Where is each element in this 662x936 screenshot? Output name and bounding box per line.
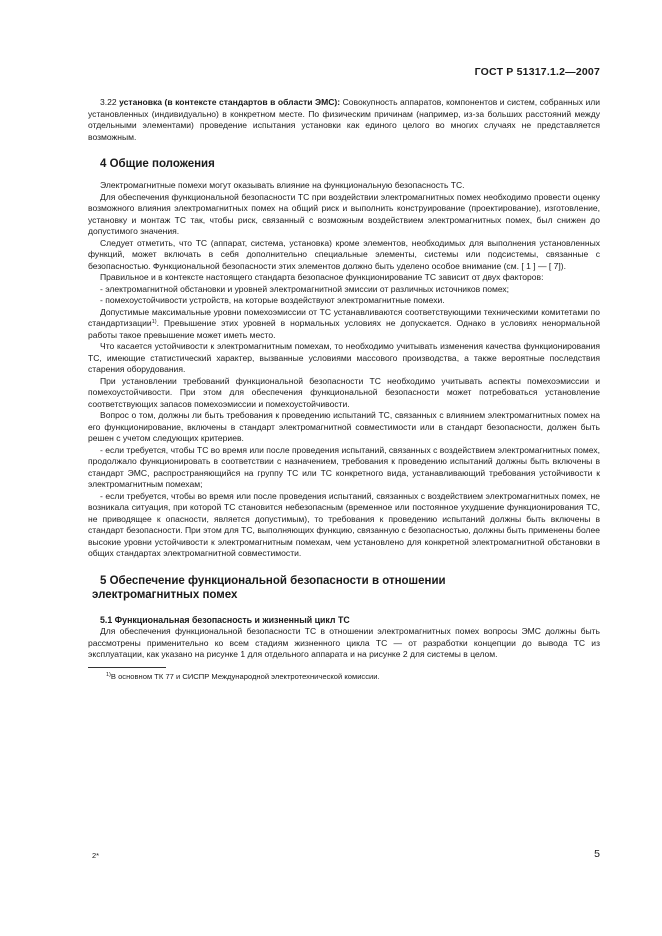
heading-line: электромагнитных помех [92,589,238,601]
list-item: - помехоустойчивости устройств, на которые воздействуют электромагнитные помехи. [100,295,445,305]
section-4-paragraph: Вопрос о том, должны ли быть требования к проведению испытаний ТС, связанных с влиянием электромагнитных помех на его функционирование, включены в стандарт электромагнитной совместимости или в стандарт безопасности, должен быть решен с учетом следующих критериев. [88,410,600,443]
paragraph-text: . Превышение этих уровней в нормальных условиях не допускается. Однако в условиях ненормальной работы такое превышение может иметь место. [88,318,600,340]
footnote-reference: 1) [151,319,157,325]
section-4-heading: 4 Общие положения [100,158,215,170]
heading-line: 5 Обеспечение функциональной безопасности в отношении [100,574,446,587]
footnote-text: В основном ТК 77 и СИСПР Международной электротехнической комиссии. [110,671,380,681]
section-5-paragraph: Для обеспечения функциональной безопасности ТС в отношении электромагнитных помех вопросы ЭМС должны быть рассмотрены применительно ко всем стадиям жизненного цикла ТС — от разработки концепции до вывода ТС из эксплуатации, как указано на рисунке 1 для отдельного аппарата и на рисунке 2 для системы в целом. [88,626,600,659]
running-header: ГОСТ Р 51317.1.2—2007 [474,66,600,78]
section-4-paragraph: Следует отметить, что ТС (аппарат, система, установка) кроме элементов, необходимых для выполнения установленных функций, может включать в себя дополнительно специальные элементы, системы или подсистемы, связанные с безопасностью. Функциональной безопасности этих элементов должно быть уделено особое внимание (см. [ 1 ] — [ 7]). [88,237,600,271]
page-number: 5 [594,848,600,860]
section-4-paragraph: Правильное и в контексте настоящего стандарта безопасное функционирование ТС зависит от двух факторов: [100,272,544,282]
section-4-paragraph: Электромагнитные помехи могут оказывать влияние на функциональную безопасность ТС. [100,180,465,190]
definition-3-22 [88,97,600,143]
section-4-paragraph: Для обеспечения функциональной безопасности ТС при воздействии электромагнитных помех необходимо провести оценку возможного влияния электромагнитных помех на общий риск и выполнить конструирование (проектирование), изготовление, установку и монтаж ТС так, чтобы риск, связанный с возможным воздействием электромагнитных помех, был снижен до допустимого значения. [88,191,600,236]
footnote-divider [88,667,166,668]
definition-term: установка (в контексте стандартов в области ЭМС): [119,97,341,107]
footnote [88,672,600,682]
paragraph-text: Допустимые максимальные уровни помехоэмиссии от ТС устанавливаются соответствующими техническими комитетами по стандартизации [88,306,600,328]
list-item: - если требуется, чтобы во время или после проведения испытаний, связанных с воздействием электромагнитных помех, не возникала ситуация, при которой ТС становится небезопасным (временное или постоянное ухудшение функционирования ТС, не приводящее к опасности, является допустимым), то требования к проведению испытаний должны быть включены в стандарт безопасности. При этом для ТС, выполняющих функцию, связанную с безопасностью, должны быть применены более высокие уровни устойчивости к электромагнитным помехам, чем установлено для конкретной электромагнитной обстановки в общих стандартах электромагнитной совместимости. [88,490,600,558]
section-4-paragraph: Что касается устойчивости к электромагнитным помехам, то необходимо учитывать изменения качества функционирования ТС, имеющие статистический характер, вызванные условиями массового производства, а также вероятные последствия старения оборудования. [88,341,600,374]
section-5-heading [88,574,600,603]
footnote-mark: 1) [106,671,111,678]
list-item: - если требуется, чтобы ТС во время или после проведения испытаний, связанных с воздействием электромагнитных помех, продолжало функционировать в соответствии с назначением, требования к проведению испытаний должны быть включены в стандарт ЭМС, распространяющийся на группу ТС или ТС конкретного вида, устанавливающий требования устойчивости к электромагнитным помехам; [88,444,600,489]
sheet-mark: 2* [92,851,100,860]
section-4-paragraph: При установлении требований функциональной безопасности ТС необходимо учитывать аспекты помехоэмиссии и помехоустойчивости. При этом для обеспечения функциональной безопасности может потребоваться установление соответствующих запасов помехоэмиссии и помехоустойчивости. [88,375,600,409]
page-body [88,97,600,682]
section-4-paragraph [88,307,600,342]
subsection-5-1-heading: 5.1 Функциональная безопасность и жизненный цикл ТС [100,614,350,625]
definition-text: Совокупность аппаратов, компонентов и систем, собранных или установленных (индивидуально) в конкретном месте. По физическим причинам (например, из-за больших расстояний между отдельными элементами) проведение испытания установки как единого целого во многих случаях не представляется возможным. [88,97,601,142]
definition-number: 3.22 [100,97,117,107]
list-item: - электромагнитной обстановки и уровней электромагнитной эмиссии от различных источников помех; [100,283,510,294]
